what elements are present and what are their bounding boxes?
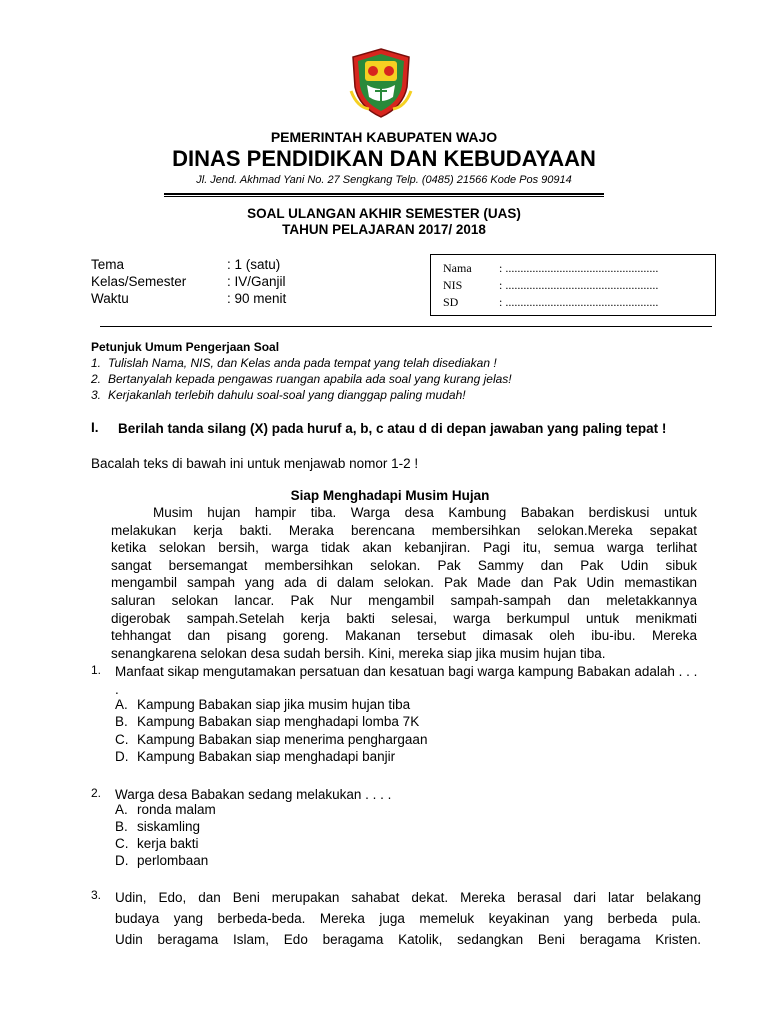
info-value: : 1 (satu) (227, 257, 281, 272)
instructions-title: Petunjuk Umum Pengerjaan Soal (91, 340, 280, 354)
option-letter: D. (115, 749, 129, 764)
answer-option[interactable] (115, 819, 200, 834)
story-line: sangat bersemangat membersihkan selokan. Pak Sammy dan Pak Udin sibuk (111, 557, 697, 573)
question-line: budaya yang berbeda-beda. Mereka juga memeluk keyakinan yang berbeda pula. (115, 910, 701, 926)
answer-option[interactable] (115, 853, 208, 868)
story-paragraph (111, 504, 697, 662)
option-letter: B. (115, 819, 128, 834)
story-line: digerobak sampah.Setelah kerja bakti selesai, warga berkumpul untuk menikmati (111, 610, 697, 626)
header-divider-thin (164, 196, 604, 197)
story-line: melakukan kerja bakti. Meraka berencana membersihkan selokan.Mereka sepakat (111, 522, 697, 538)
question-line: Udin beragama Islam, Edo beragama Katolik, sedangkan Beni beragama Kristen. (115, 931, 701, 947)
story-line: tehhangat dan pisang goreng. Makanan tersebut dimasak oleh ibu-ibu. Mereka (111, 628, 697, 644)
option-letter: A. (115, 697, 128, 712)
question-text (115, 888, 701, 950)
identity-blank: : ................................................... (499, 261, 659, 275)
identity-label: SD (443, 295, 459, 309)
instruction-text: Tulislah Nama, NIS, dan Kelas anda pada tempat yang telah disediakan ! (108, 356, 497, 370)
identity-blank: : ................................................... (499, 278, 659, 292)
instruction-item (91, 372, 512, 386)
story-line: mengambil sampah yang ada di dalam selokan. Pak Made dan Pak Udin memastikan (111, 575, 697, 591)
instruction-text: Bertanyalah kepada pengawas ruangan apabila ada soal yang kurang jelas! (108, 372, 512, 386)
answer-option[interactable] (115, 802, 216, 817)
option-letter: C. (115, 836, 129, 851)
section-divider (100, 326, 712, 327)
instruction-number: 1. (91, 356, 102, 370)
answer-option[interactable] (115, 732, 427, 747)
section-instruction: Berilah tanda silang (X) pada huruf a, b, c atau d di depan jawaban yang paling tepat ! (118, 421, 667, 436)
info-value: : IV/Ganjil (227, 274, 286, 289)
exam-title: SOAL ULANGAN AKHIR SEMESTER (UAS) (247, 206, 521, 221)
question-number: 3. (91, 888, 102, 902)
story-title: Siap Menghadapi Musim Hujan (290, 488, 490, 503)
section-number: I. (91, 420, 99, 435)
option-text: kerja bakti (137, 836, 199, 851)
instruction-number: 3. (91, 388, 102, 402)
option-letter: C. (115, 732, 129, 747)
answer-option[interactable] (115, 697, 410, 712)
reading-note: Bacalah teks di bawah ini untuk menjawab nomor 1-2 ! (91, 456, 419, 471)
option-letter: B. (115, 714, 128, 729)
info-label: Waktu (91, 291, 129, 306)
question-text: Manfaat sikap mengutamakan persatuan dan kesatuan bagi warga kampung Babakan adalah . . . . (115, 664, 698, 697)
question-number: 2. (91, 786, 102, 800)
question-line: Udin, Edo, dan Beni merupakan sahabat dekat. Mereka berasal dari latar belakang (115, 890, 701, 905)
info-label: Tema (91, 257, 125, 272)
option-text: siskamling (137, 819, 201, 834)
instruction-number: 2. (91, 372, 102, 386)
student-identity-box (430, 254, 716, 316)
instruction-text: Kerjakanlah terlebih dahulu soal-soal yang dianggap paling mudah! (108, 388, 466, 402)
identity-label: Nama (443, 261, 472, 275)
instruction-item (91, 388, 466, 402)
option-letter: A. (115, 802, 128, 817)
option-text: perlombaan (137, 853, 209, 868)
government-title: PEMERINTAH KABUPATEN WAJO (270, 129, 498, 145)
question-text: Warga desa Babakan sedang melakukan . . . . (115, 787, 392, 802)
answer-option[interactable] (115, 836, 199, 851)
story-line: senangkarena selokan desa sudah bersih. Kini, mereka siap jika musim hujan tiba. (111, 645, 606, 661)
story-line: ketika selokan bersih, warga tidak akan kebanjiran. Pagi itu, semua warga terlihat (111, 540, 697, 556)
answer-option[interactable] (115, 749, 395, 764)
option-text: Kampung Babakan siap menghadapi lomba 7K (137, 714, 420, 729)
option-text: Kampung Babakan siap menghadapi banjir (137, 749, 396, 764)
exam-year: TAHUN PELAJARAN 2017/ 2018 (282, 222, 486, 237)
identity-blank: : ................................................... (499, 295, 659, 309)
story-line: saluran selokan lancar. Pak Nur mengambil sampah-sampah dan meletakkannya (111, 592, 697, 608)
regency-emblem (349, 47, 413, 119)
info-label: Kelas/Semester (91, 274, 187, 289)
question-number: 1. (91, 663, 102, 677)
option-text: Kampung Babakan siap menerima penghargaan (137, 732, 428, 747)
identity-label: NIS (443, 278, 463, 292)
info-value: : 90 menit (227, 291, 287, 306)
office-address: Jl. Jend. Akhmad Yani No. 27 Sengkang Telp. (0485) 21566 Kode Pos 90914 (196, 174, 572, 186)
option-letter: D. (115, 853, 129, 868)
story-line: Musim hujan hampir tiba. Warga desa Kambung Babakan berdiskusi untuk (153, 505, 697, 520)
instruction-item (91, 356, 497, 370)
answer-option[interactable] (115, 714, 419, 729)
option-text: Kampung Babakan siap jika musim hujan tiba (137, 697, 411, 712)
header-divider (164, 193, 604, 195)
option-text: ronda malam (137, 802, 216, 817)
office-title: DINAS PENDIDIKAN DAN KEBUDAYAAN (172, 146, 596, 171)
